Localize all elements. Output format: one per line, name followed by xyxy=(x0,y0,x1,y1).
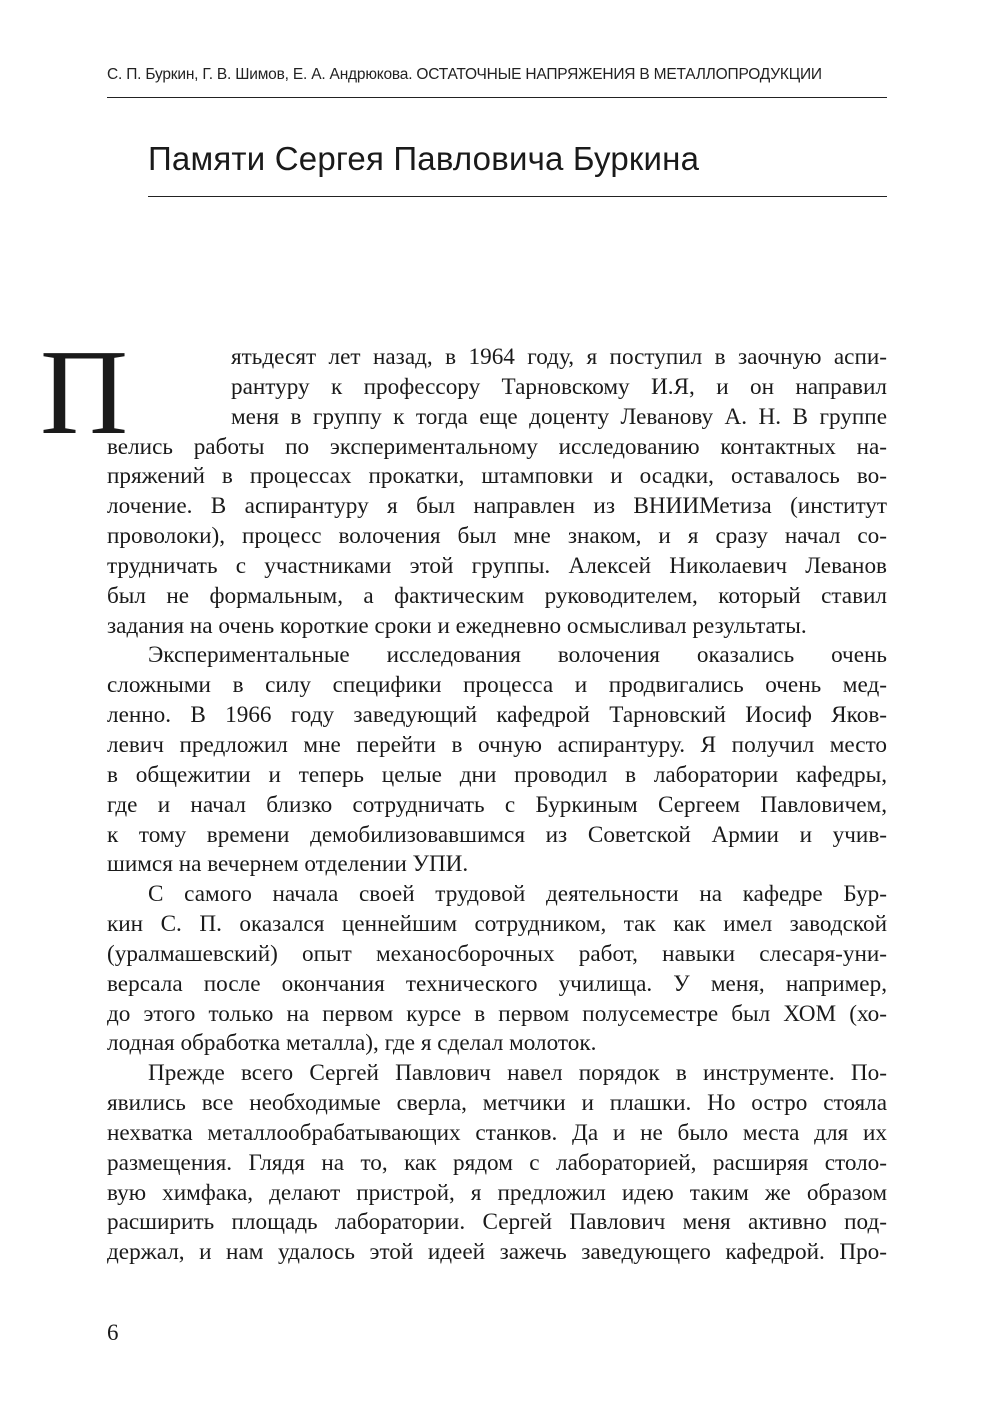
text-line: кин С. П. оказался ценнейшим сотрудником, так как имел заводской xyxy=(107,911,887,938)
text-line: Экспериментальные исследования волочения оказались очень xyxy=(148,642,887,669)
text-line: сложными в силу специфики процесса и продвигались очень мед- xyxy=(107,672,887,699)
text-line: С самого начала своей трудовой деятельности на кафедре Бур- xyxy=(148,881,887,908)
text-line: версала после окончания технического училища. У меня, например, xyxy=(107,970,887,997)
text-line: нехватка металлообрабатывающих станков. Да и не было места для их xyxy=(107,1119,887,1146)
text-line: в общежитии и теперь целые дни проводил в лаборатории кафедры, xyxy=(107,761,887,788)
title-rule xyxy=(148,196,887,197)
text-line: шимся на вечернем отделении УПИ. xyxy=(107,851,469,878)
running-head-rule xyxy=(107,97,887,98)
chapter-title: Памяти Сергея Павловича Буркина xyxy=(148,140,700,177)
text-line: (уралмашевский) опыт механосборочных работ, навыки слесаря-уни- xyxy=(107,940,887,967)
text-line: левич предложил мне перейти в очную аспирантуру. Я получил место xyxy=(107,731,887,758)
text-line: держал, и нам удалось этой идеей зажечь заведующего кафедрой. Про- xyxy=(107,1239,887,1266)
text-line: велись работы по экспериментальному исследованию контактных на- xyxy=(107,433,887,460)
text-line: задания на очень короткие сроки и ежедневно осмысливал результаты. xyxy=(107,612,807,639)
text-line: размещения. Глядя на то, как рядом с лабораторией, расширяя столо- xyxy=(107,1149,887,1176)
text-line: был не формальным, а фактическим руководителем, который ставил xyxy=(107,582,887,609)
text-line: пряжений в процессах прокатки, штамповки и осадки, оставалось во- xyxy=(107,463,887,490)
body-text xyxy=(107,343,887,1268)
text-line: до этого только на первом курсе в первом полусеместре был ХОМ (хо- xyxy=(107,1000,887,1027)
text-line: рантуру к профессору Тарновскому И.Я, и он направил xyxy=(231,373,887,400)
text-line: вую химфака, делают пристрой, я предложил идею таким же образом xyxy=(107,1179,887,1206)
text-line: ленно. В 1966 году заведующий кафедрой Тарновский Иосиф Яков- xyxy=(107,702,887,729)
page-number: 6 xyxy=(107,1320,119,1345)
running-head: С. П. Буркин, Г. В. Шимов, Е. А. Андрюкова. ОСТАТОЧНЫЕ НАПРЯЖЕНИЯ В МЕТАЛЛОПРОДУКЦИИ xyxy=(107,66,822,83)
text-line: к тому времени демобилизовавшимся из Советской Армии и учив- xyxy=(107,821,887,848)
text-line: Прежде всего Сергей Павлович навел порядок в инструменте. По- xyxy=(148,1060,887,1087)
text-line: лодная обработка металла), где я сделал молоток. xyxy=(107,1030,597,1057)
text-line: трудничать с участниками этой группы. Алексей Николаевич Леванов xyxy=(107,552,887,579)
text-line: расширить площадь лаборатории. Сергей Павлович меня активно под- xyxy=(107,1209,887,1236)
text-line: лочение. В аспирантуру я был направлен из ВНИИМетиза (институт xyxy=(107,493,887,520)
text-line: меня в группу к тогда еще доценту Леванову А. Н. В группе xyxy=(231,403,887,430)
drop-cap: П xyxy=(40,325,129,460)
text-line: явились все необходимые сверла, метчики и плашки. Но остро стояла xyxy=(107,1090,887,1117)
text-line: где и начал близко сотрудничать с Буркиным Сергеем Павловичем, xyxy=(107,791,887,818)
text-line: ятьдесят лет назад, в 1964 году, я поступил в заочную аспи- xyxy=(231,344,887,370)
text-line: проволоки), процесс волочения был мне знаком, и я сразу начал со- xyxy=(107,523,887,550)
